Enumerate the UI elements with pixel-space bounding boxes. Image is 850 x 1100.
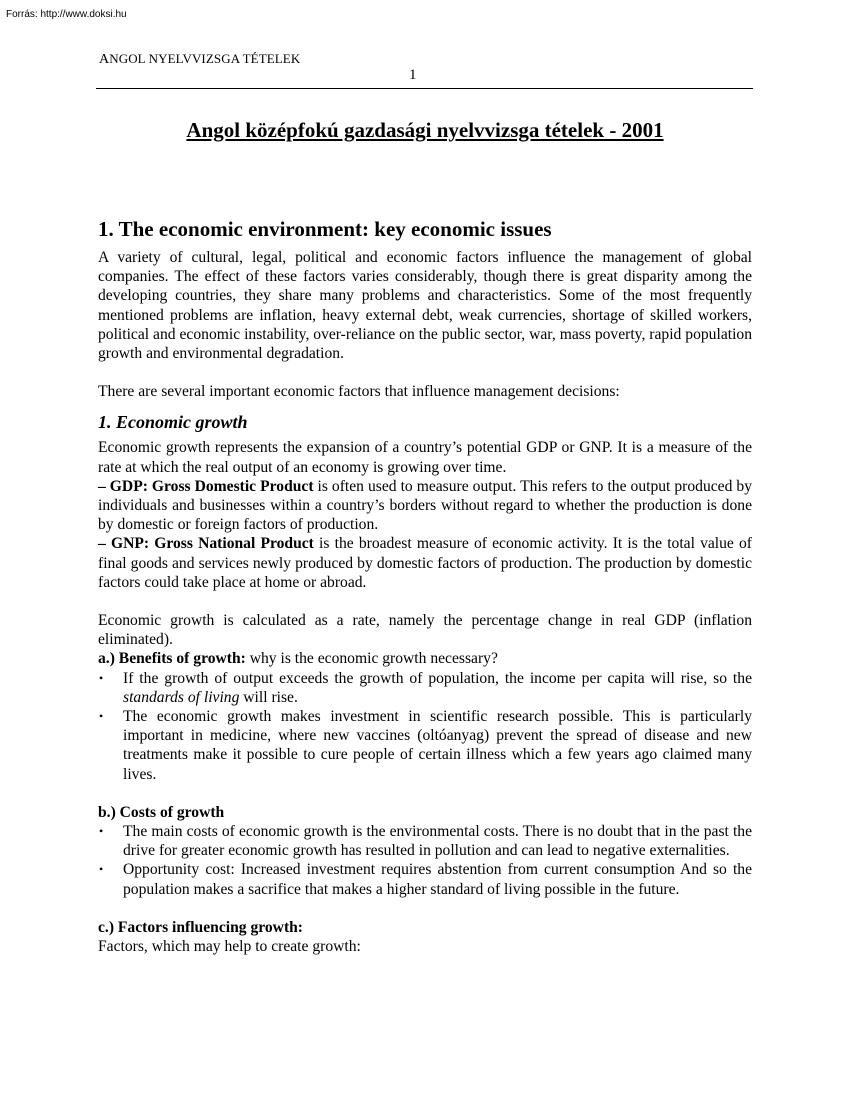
factors-heading: c.) Factors influencing growth: — [98, 918, 304, 936]
bullet-icon: • — [99, 862, 104, 877]
factors-paragraph: Factors, which may help to create growth: — [98, 938, 361, 956]
list-item — [98, 822, 752, 860]
intro-paragraph: A variety of cultural, legal, political and economic factors influence the management of global companies. The effect of these factors varies considerably, though there is great disparity among the developing countries, they share many problems and characteristics. Some of the most frequently mentioned problems are inflation, heavy external debt, weak currencies, shortage of skilled workers, political and economic instability, over-reliance on the public sector, war, mass poverty, rapid population growth and environmental degradation. — [98, 249, 752, 363]
list-item — [98, 669, 752, 707]
benefits-list — [98, 669, 752, 784]
bullet-icon: • — [99, 709, 104, 724]
benefit-1-emphasis: standards of living — [123, 688, 240, 706]
page-number: 1 — [409, 67, 417, 83]
costs-list — [98, 822, 752, 899]
subsection-heading: 1. Economic growth — [98, 412, 248, 433]
growth-definition: Economic growth represents the expansion of a country’s potential GDP or GNP. It is a measure of the rate at which the real output of an economy is growing over time. — [98, 439, 752, 476]
gdp-text: is often used to measure output. This refers to the output produced by individuals and businesses within a country’s borders without regard to whether the production is done by domestic or foreign factors of production. — [98, 477, 752, 534]
cost-1-text: The main costs of economic growth is the environmental costs. There is no doubt that in the past the drive for greater economic growth has resulted in pollution and can lead to negative externalities. — [123, 823, 752, 860]
header-title-initial: A — [99, 52, 110, 67]
benefit-1-text: If the growth of output exceeds the growth of population, the income per capita will rise, so the — [123, 669, 752, 687]
document-body — [98, 216, 752, 956]
gnp-paragraph — [98, 534, 752, 592]
calculation-paragraph: Economic growth is calculated as a rate, namely the percentage change in real GDP (inflation eliminated). — [98, 612, 752, 649]
list-item — [98, 860, 752, 898]
page-header — [96, 51, 753, 89]
gnp-text: is the broadest measure of economic activity. It is the total value of final goods and services newly produced by domestic factors of production. The production by domestic factors could take place at home or abroad. — [98, 535, 752, 591]
section-heading: 1. The economic environment: key economic issues — [98, 217, 552, 241]
bullet-icon: • — [99, 670, 104, 685]
benefit-2-text: The economic growth makes investment in scientific research possible. This is particularly important in medicine, where new vaccines (oltóanyag) prevent the spread of disease and new treatments make it possible to cure people of certain illness which a few years ago claimed many lives. — [123, 708, 752, 783]
benefit-1-text-end: will rise. — [239, 688, 298, 706]
cost-2-text: Opportunity cost: Increased investment requires abstention from current consumption And so the population makes a sacrifice that makes a higher standard of living possible in the future. — [123, 861, 752, 898]
header-title — [99, 51, 300, 68]
document-title: Angol középfokú gazdasági nyelvvizsga tételek - 2001 — [186, 118, 664, 142]
benefits-question: why is the economic growth necessary? — [245, 650, 498, 668]
costs-heading: b.) Costs of growth — [98, 803, 225, 821]
gnp-term: – GNP: Gross National Product — [98, 535, 314, 553]
list-item — [98, 707, 752, 784]
gdp-paragraph — [98, 477, 752, 535]
source-line: Forrás: http://www.doksi.hu — [6, 9, 127, 20]
header-title-rest: NGOL NYELVVIZSGA TÉTELEK — [109, 51, 301, 66]
gdp-term: – GDP: Gross Domestic Product — [98, 477, 314, 495]
factors-intro-paragraph: There are several important economic factors that influence management decisions: — [98, 383, 620, 401]
bullet-icon: • — [99, 824, 104, 839]
benefits-heading — [98, 649, 752, 668]
benefits-label: a.) Benefits of growth: — [98, 650, 246, 668]
